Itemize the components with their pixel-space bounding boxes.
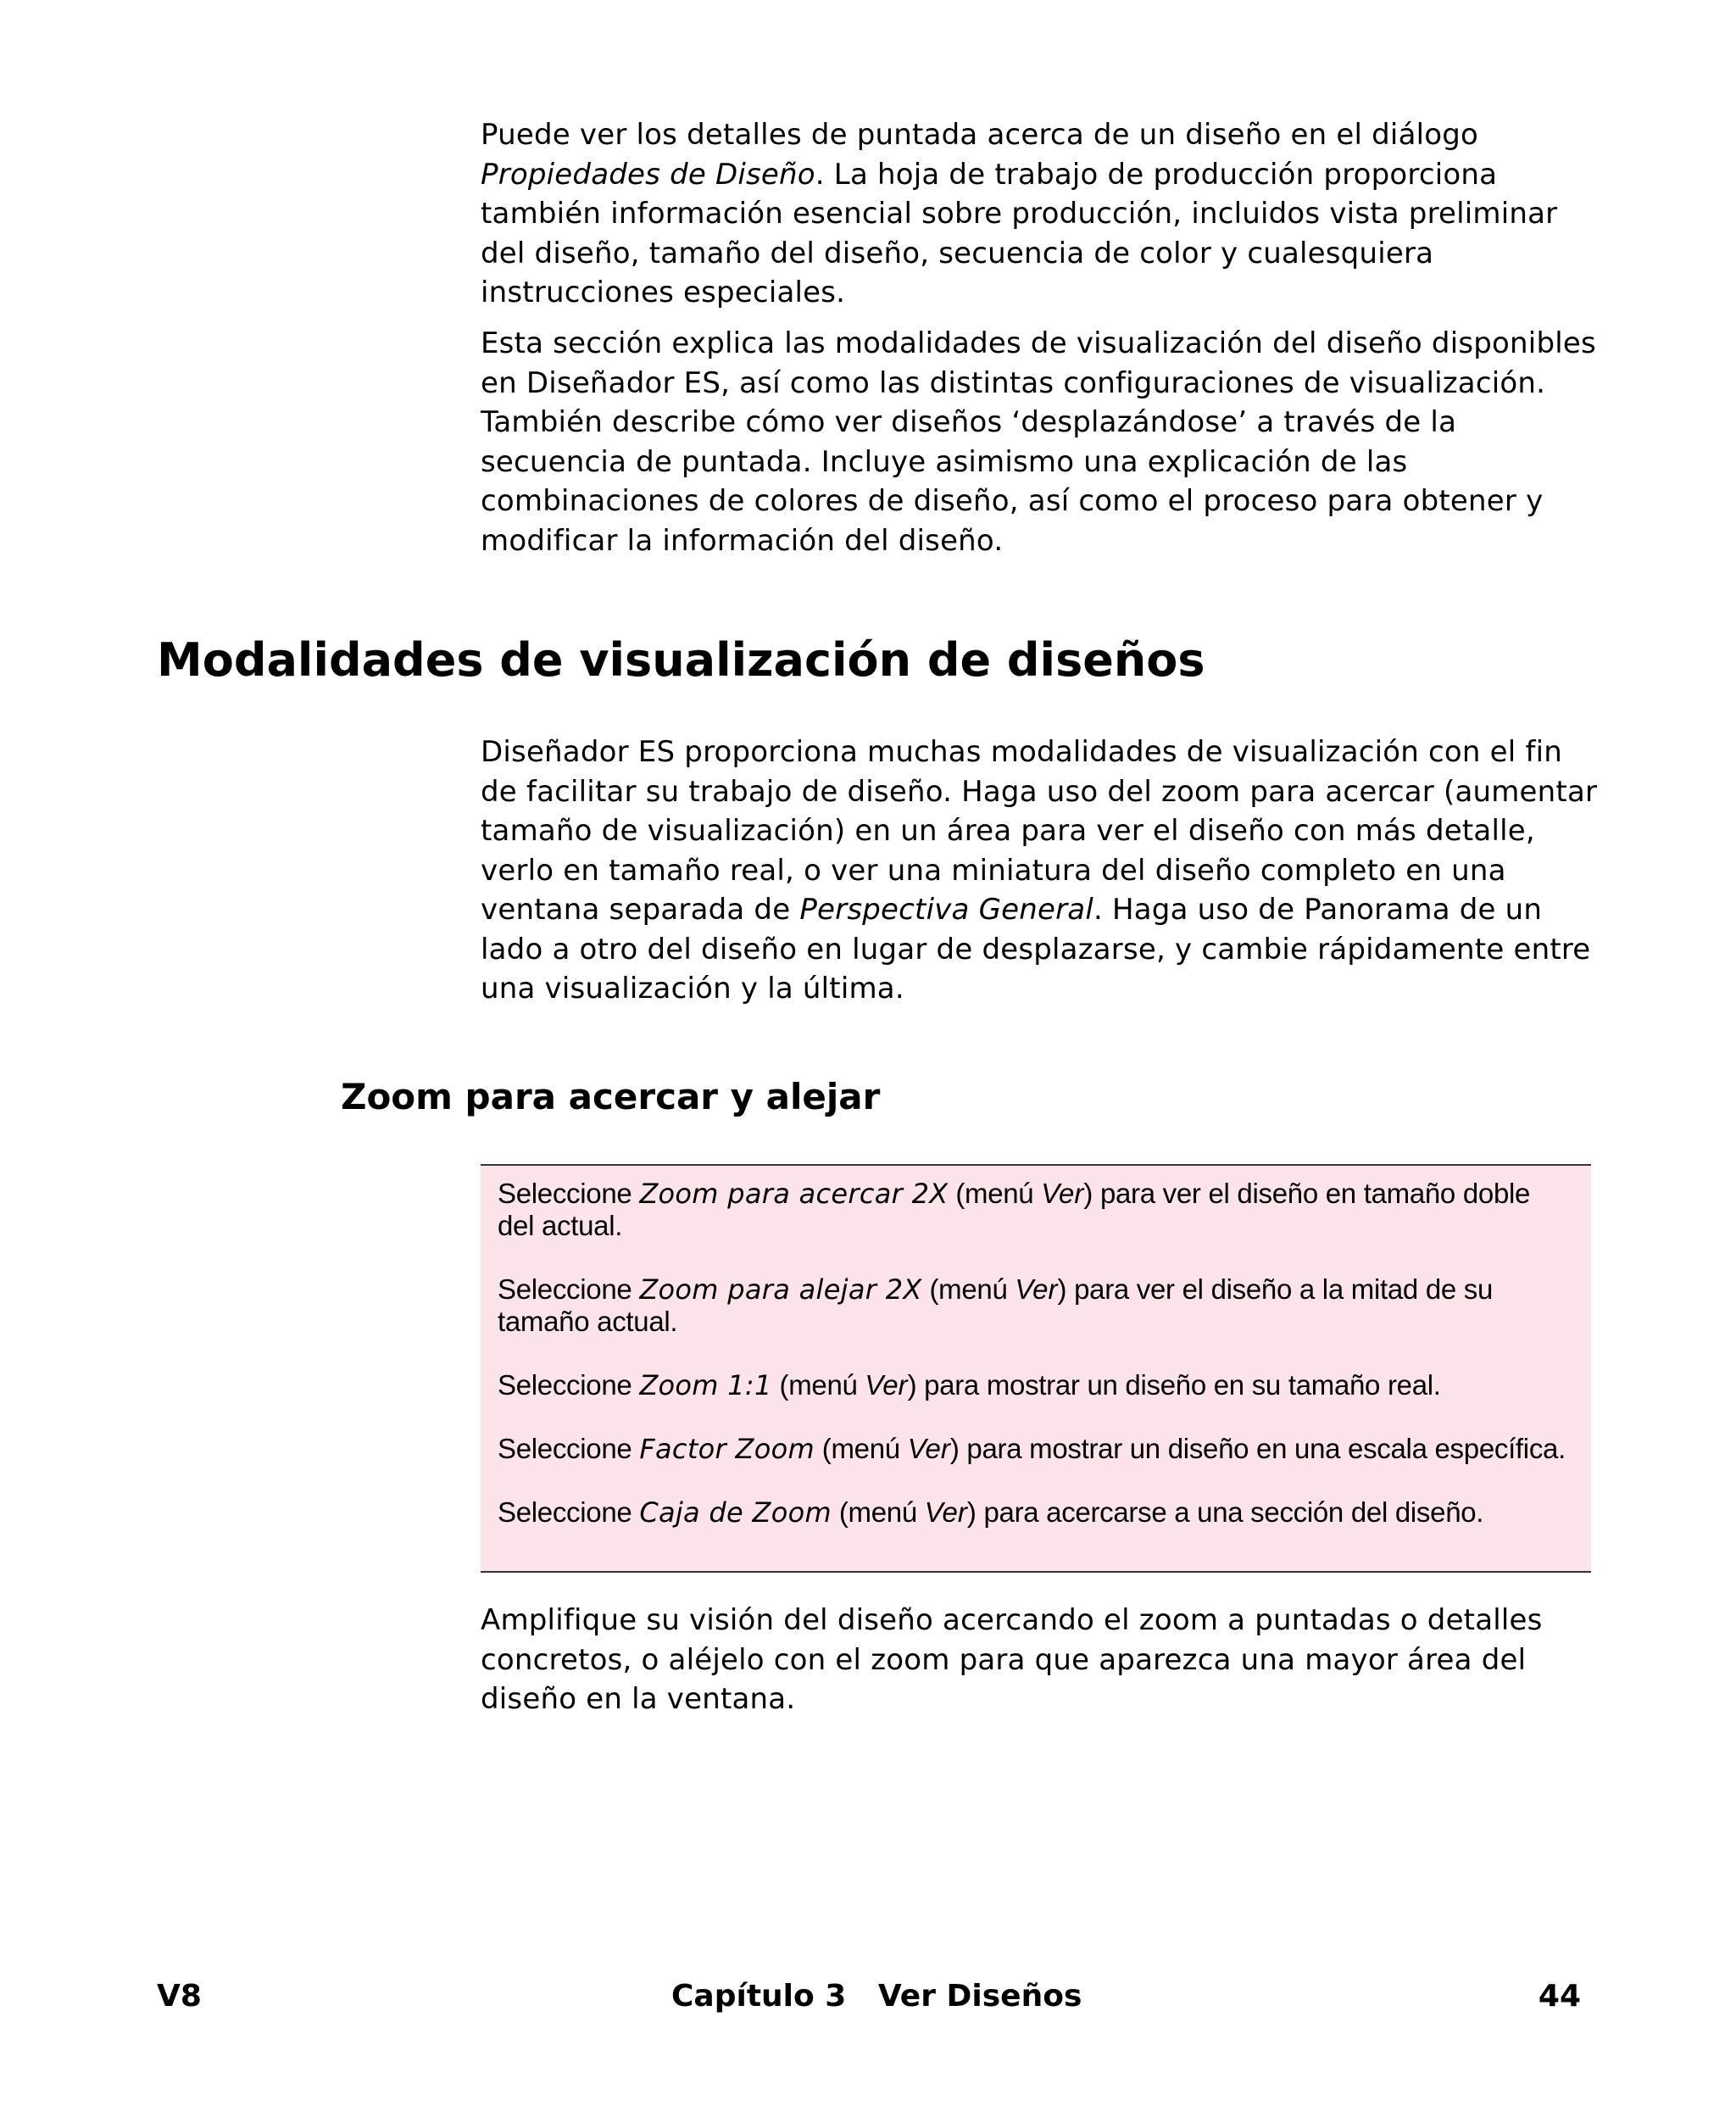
tip-pre: Seleccione — [498, 1273, 640, 1305]
tip-post: para ver el diseño a la mitad de su tamaño actual. — [498, 1273, 1494, 1337]
tip-menu-pre: (menú — [814, 1433, 908, 1464]
intro-paragraph-1-text-b: . La hoja de trabajo de producción proporciona también información esencial sobre producción, incluidos vista preliminar del diseño, tamaño del diseño, secuencia de color y cualesquiera instrucciones especiales. — [481, 157, 1558, 309]
tip-command: Factor Zoom — [639, 1433, 815, 1465]
tip-menu-pre: (menú — [921, 1273, 1015, 1305]
section-body-paragraph — [481, 733, 1600, 1009]
tip-menu-post: ) — [907, 1369, 917, 1401]
tip-zoom-factor — [498, 1433, 1574, 1465]
tip-menu-ref — [772, 1369, 917, 1401]
intro-paragraph-1 — [481, 115, 1600, 313]
tip-menu-post: ) — [949, 1433, 960, 1464]
dialog-name-propiedades: Propiedades de Diseño — [481, 157, 815, 192]
page-footer — [157, 1975, 1581, 2018]
tip-menu-ref — [948, 1178, 1093, 1209]
tip-command: Caja de Zoom — [639, 1496, 832, 1529]
tip-menu-pre: (menú — [771, 1369, 865, 1401]
tip-zoom-1-1 — [498, 1369, 1574, 1401]
tip-menu-post: ) — [1057, 1273, 1067, 1305]
tip-zoom-box — [498, 1496, 1574, 1529]
tip-menu-name: Ver — [865, 1369, 908, 1401]
intro-paragraph-1-text-a: Puede ver los detalles de puntada acerca de un diseño en el diálogo — [481, 118, 1479, 152]
tip-pre: Seleccione — [498, 1433, 640, 1464]
tip-post: para mostrar un diseño en su tamaño real. — [916, 1369, 1441, 1401]
tip-menu-pre: (menú — [948, 1178, 1042, 1209]
tip-pre: Seleccione — [498, 1178, 640, 1209]
section-body-text-a: Diseñador ES proporciona muchas modalidades de visualización con el fin de facilitar su trabajo de diseño. Haga uso del zoom para acercar (aumentar tamaño de visualización) en un área para ver el diseño con más detalle, verlo en tamaño real, o ver una miniatura del diseño completo en una ventana separada de — [481, 735, 1598, 927]
subsection-heading: Zoom para acercar y alejar — [341, 1076, 881, 1117]
tip-menu-post: ) — [966, 1496, 976, 1528]
tip-command: Zoom 1:1 — [639, 1369, 772, 1401]
tip-menu-post: ) — [1083, 1178, 1093, 1209]
tip-menu-pre: (menú — [831, 1496, 925, 1528]
tip-zoom-out — [498, 1273, 1574, 1338]
footer-version: V8 — [157, 1979, 202, 2014]
tip-menu-name: Ver — [907, 1433, 950, 1464]
footer-chapter: Capítulo 3 Ver Diseños — [671, 1979, 1082, 2014]
tip-post: para mostrar un diseño en una escala específica. — [959, 1433, 1566, 1464]
tip-menu-name: Ver — [1041, 1178, 1084, 1209]
section-body-text-b: . Haga uso de Panorama de un lado a otro del diseño en lugar de desplazarse, y cambie rápidamente entre una visualización y la última. — [481, 893, 1591, 1006]
footer-page-number: 44 — [1538, 1979, 1581, 2014]
tip-post: para ver el diseño en tamaño doble del actual. — [498, 1178, 1531, 1241]
tip-menu-ref — [815, 1433, 960, 1464]
tip-pre: Seleccione — [498, 1369, 640, 1401]
zoom-explanation-paragraph: Amplifique su visión del diseño acercando el zoom a puntadas o detalles concretos, o aléjelo con el zoom para que aparezca una mayor área del diseño en la ventana. — [481, 1603, 1543, 1716]
tip-zoom-in — [498, 1178, 1574, 1242]
section-heading: Modalidades de visualización de diseños — [157, 633, 1205, 687]
tip-menu-ref — [832, 1496, 976, 1528]
tip-menu-name: Ver — [1015, 1273, 1058, 1305]
tip-pre: Seleccione — [498, 1496, 640, 1528]
zoom-tips-box — [481, 1164, 1591, 1573]
tip-menu-ref — [922, 1273, 1067, 1305]
tip-post: para acercarse a una sección del diseño. — [976, 1496, 1484, 1528]
tip-command: Zoom para alejar 2X — [639, 1273, 922, 1306]
intro-paragraph-2: Esta sección explica las modalidades de visualización del diseño disponibles en Diseñador ES, así como las distintas configuraciones de visualización. También describe cómo ver diseños ‘desplazándose’ a través de la secuencia de puntada. Incluye asimismo una explicación de las combinaciones de colores de diseño, así como el proceso para obtener y modificar la información del diseño. — [481, 326, 1596, 558]
tip-menu-name: Ver — [924, 1496, 967, 1528]
tip-command: Zoom para acercar 2X — [639, 1178, 949, 1210]
window-name-perspectiva: Perspectiva General — [799, 893, 1093, 927]
